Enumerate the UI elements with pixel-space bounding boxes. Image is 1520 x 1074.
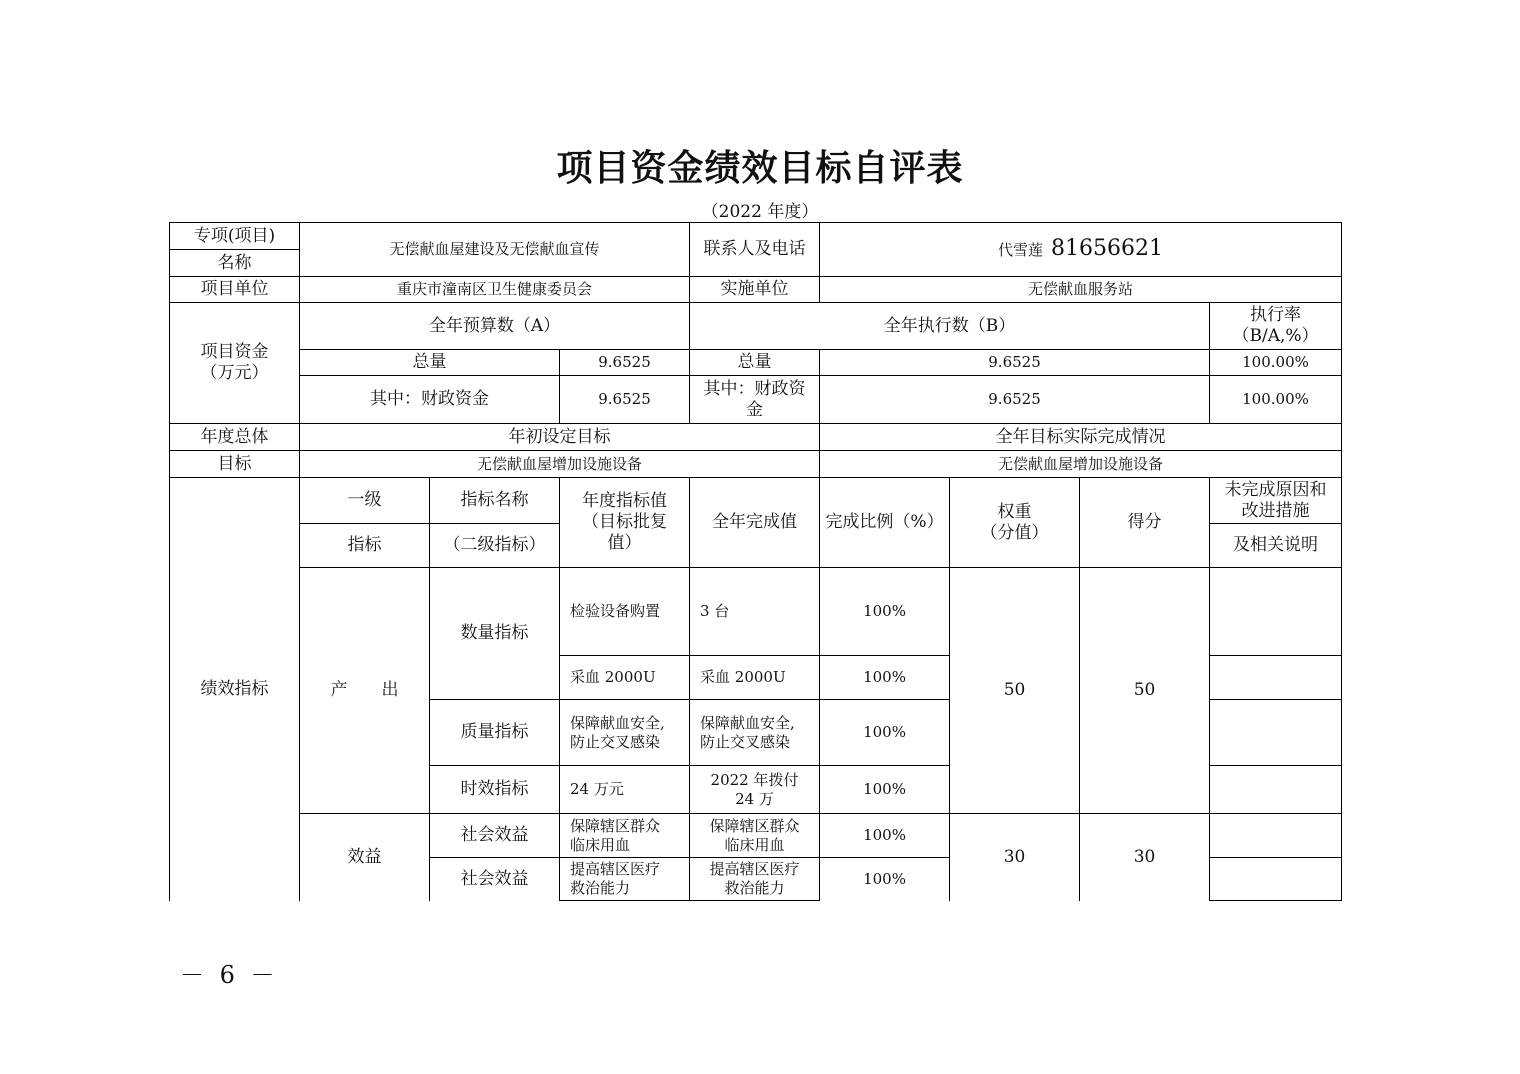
indicator-name: 数量指标 bbox=[430, 568, 560, 700]
indicator-target: 24 万元 bbox=[560, 766, 690, 814]
annual-execution-label: 全年执行数（B） bbox=[690, 303, 1210, 350]
fiscal-label-b: 其中：财政资 金 bbox=[690, 376, 820, 424]
col-ratio: 完成比例（%） bbox=[820, 478, 950, 568]
page-number: － 6 － bbox=[180, 961, 279, 989]
col-level-2: 指标 bbox=[300, 524, 430, 568]
performance-indicators-label: 绩效指标 bbox=[170, 478, 300, 901]
total-value-b: 9.6525 bbox=[820, 350, 1210, 376]
indicator-ratio: 100% bbox=[820, 700, 950, 766]
indicator-done: 采血 2000U bbox=[690, 656, 820, 700]
col-weight: 权重 （分值） bbox=[950, 478, 1080, 568]
total-rate: 100.00% bbox=[1210, 350, 1342, 376]
project-name-value: 无偿献血屋建设及无偿献血宣传 bbox=[300, 223, 690, 277]
fiscal-label-a: 其中：财政资金 bbox=[300, 376, 560, 424]
benefit-level: 效益 bbox=[300, 814, 430, 901]
initial-goal-value: 无偿献血屋增加设施设备 bbox=[300, 451, 820, 478]
fiscal-value-b: 9.6525 bbox=[820, 376, 1210, 424]
project-name-label-2: 名称 bbox=[170, 250, 300, 277]
indicator-reason bbox=[1210, 766, 1342, 814]
self-evaluation-table bbox=[169, 222, 1342, 901]
benefit-weight: 30 bbox=[950, 814, 1080, 901]
col-name-1: 指标名称 bbox=[430, 478, 560, 524]
indicator-name: 质量指标 bbox=[430, 700, 560, 766]
actual-goal-value: 无偿献血屋增加设施设备 bbox=[820, 451, 1342, 478]
indicator-done: 提高辖区医疗 救治能力 bbox=[690, 858, 820, 901]
output-level: 产 出 bbox=[300, 568, 430, 814]
project-unit-label: 项目单位 bbox=[170, 277, 300, 303]
indicator-ratio: 100% bbox=[820, 814, 950, 858]
indicator-reason bbox=[1210, 814, 1342, 858]
execution-rate-label: 执行率 （B/A,%） bbox=[1210, 303, 1342, 350]
page-title: 项目资金绩效目标自评表 bbox=[556, 147, 964, 189]
indicator-target: 保障献血安全, 防止交叉感染 bbox=[560, 700, 690, 766]
col-level-1: 一级 bbox=[300, 478, 430, 524]
col-reason-2: 及相关说明 bbox=[1210, 524, 1342, 568]
fiscal-value-a: 9.6525 bbox=[560, 376, 690, 424]
total-value-a: 9.6525 bbox=[560, 350, 690, 376]
indicator-reason bbox=[1210, 700, 1342, 766]
initial-goal-label: 年初设定目标 bbox=[300, 424, 820, 451]
indicator-done: 3 台 bbox=[690, 568, 820, 656]
benefit-score: 30 bbox=[1080, 814, 1210, 901]
indicator-target: 保障辖区群众 临床用血 bbox=[560, 814, 690, 858]
annual-goal-label: 年度总体 bbox=[170, 424, 300, 451]
indicator-ratio: 100% bbox=[820, 766, 950, 814]
contact-value bbox=[820, 223, 1342, 277]
year-subtitle: （2022 年度） bbox=[701, 202, 819, 222]
indicator-name: 社会效益 bbox=[430, 814, 560, 858]
annual-goal-label-2: 目标 bbox=[170, 451, 300, 478]
indicator-target: 提高辖区医疗 救治能力 bbox=[560, 858, 690, 901]
contact-label: 联系人及电话 bbox=[690, 223, 820, 277]
col-name-2: （二级指标） bbox=[430, 524, 560, 568]
total-label-b: 总量 bbox=[690, 350, 820, 376]
indicator-ratio: 100% bbox=[820, 656, 950, 700]
indicator-done: 2022 年拨付 24 万 bbox=[690, 766, 820, 814]
indicator-name: 社会效益 bbox=[430, 858, 560, 901]
contact-name: 代雪莲 bbox=[998, 241, 1044, 259]
indicator-ratio: 100% bbox=[820, 568, 950, 656]
indicator-done: 保障献血安全, 防止交叉感染 bbox=[690, 700, 820, 766]
annual-budget-label: 全年预算数（A） bbox=[300, 303, 690, 350]
col-target: 年度指标值 （目标批复 值） bbox=[560, 478, 690, 568]
indicator-target: 采血 2000U bbox=[560, 656, 690, 700]
project-funds-label: 项目资金 （万元） bbox=[170, 303, 300, 424]
implementing-unit-value: 无偿献血服务站 bbox=[820, 277, 1342, 303]
output-score: 50 bbox=[1080, 568, 1210, 814]
project-unit-value: 重庆市潼南区卫生健康委员会 bbox=[300, 277, 690, 303]
actual-goal-label: 全年目标实际完成情况 bbox=[820, 424, 1342, 451]
col-done: 全年完成值 bbox=[690, 478, 820, 568]
project-name-label: 专项(项目) bbox=[170, 223, 300, 250]
indicator-reason bbox=[1210, 858, 1342, 901]
indicator-ratio: 100% bbox=[820, 858, 950, 901]
indicator-target: 检验设备购置 bbox=[560, 568, 690, 656]
contact-phone: 81656621 bbox=[1051, 236, 1164, 261]
indicator-reason bbox=[1210, 656, 1342, 700]
output-weight: 50 bbox=[950, 568, 1080, 814]
col-score: 得分 bbox=[1080, 478, 1210, 568]
indicator-done: 保障辖区群众 临床用血 bbox=[690, 814, 820, 858]
col-reason-1: 未完成原因和 改进措施 bbox=[1210, 478, 1342, 524]
fiscal-rate: 100.00% bbox=[1210, 376, 1342, 424]
total-label-a: 总量 bbox=[300, 350, 560, 376]
indicator-name: 时效指标 bbox=[430, 766, 560, 814]
indicator-reason bbox=[1210, 568, 1342, 656]
implementing-unit-label: 实施单位 bbox=[690, 277, 820, 303]
